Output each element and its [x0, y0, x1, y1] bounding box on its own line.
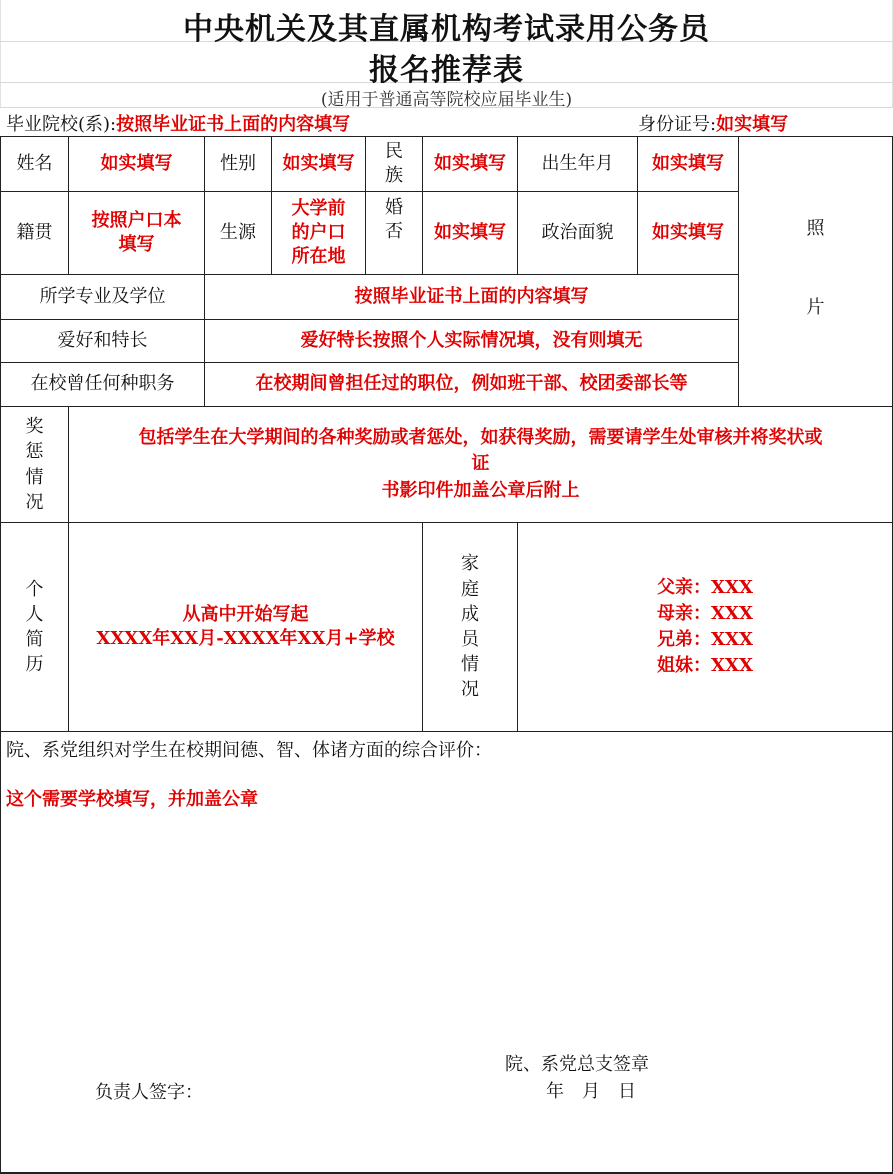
birth-value: 如实填写	[637, 136, 739, 192]
school-label: 毕业院校(系):	[6, 114, 117, 135]
post-label: 在校曾任何种职务	[0, 362, 205, 407]
school-value: 按照毕业证书上面的内容填写	[116, 114, 351, 135]
reward-line-2: 证	[471, 453, 490, 475]
post-value: 在校期间曾担任过的职位，例如班干部、校团委部长等	[204, 362, 739, 407]
family-list	[517, 522, 893, 732]
date-label: 年 月 日	[546, 1081, 636, 1102]
resume-line-2: XXXX年XX月-XXXX年XX月+学校	[96, 628, 395, 649]
married-value: 如实填写	[422, 191, 518, 275]
evaluation-note: 这个需要学校填写，并加盖公章	[6, 789, 258, 810]
applicability-note: (适用于普通高等院校应届毕业生)	[320, 90, 573, 110]
family-label: 家庭成员情况	[422, 522, 518, 732]
hobby-label: 爱好和特长	[0, 319, 205, 363]
family-member-brothers: 兄弟：XXX	[657, 629, 753, 650]
photo-label-top: 照	[806, 218, 825, 239]
married-label: 婚否	[365, 191, 423, 275]
major-value: 按照毕业证书上面的内容填写	[204, 274, 739, 320]
resume-label: 个人简历	[0, 522, 69, 732]
reward-line-1: 包括学生在大学期间的各种奖励或者惩处，如获得奖励，需要请学生处审核并将奖状或	[138, 427, 823, 449]
page-title: 中央机关及其直属机构考试录用公务员	[183, 12, 710, 47]
ethnic-label: 民族	[365, 136, 423, 192]
hobby-value: 爱好特长按照个人实际情况填，没有则填无	[204, 319, 739, 363]
politics-label: 政治面貌	[517, 191, 638, 275]
name-value: 如实填写	[68, 136, 205, 192]
resume-line-1: 从高中开始写起	[182, 603, 309, 625]
family-member-father: 父亲：XXX	[657, 576, 753, 598]
signer-label: 负责人签字：	[95, 1082, 203, 1103]
id-field	[638, 110, 788, 136]
native-value: 按照户口本填写	[68, 191, 205, 275]
family-member-mother: 母亲：XXX	[657, 602, 753, 624]
name-label: 姓名	[0, 136, 69, 192]
page-subtitle-title: 报名推荐表	[369, 53, 524, 88]
gender-value: 如实填写	[271, 136, 366, 192]
source-label: 生源	[204, 191, 272, 275]
native-label: 籍贯	[0, 191, 69, 275]
major-label: 所学专业及学位	[0, 274, 205, 320]
reward-line-3: 书影印件加盖公章后附上	[381, 479, 580, 501]
evaluation-label: 院、系党组织对学生在校期间德、智、体诸方面的综合评价：	[6, 740, 492, 761]
politics-value: 如实填写	[637, 191, 739, 275]
reward-value	[68, 406, 893, 523]
birth-label: 出生年月	[517, 136, 638, 192]
photo-label-bottom: 片	[806, 297, 825, 319]
photo-box	[738, 136, 893, 407]
source-value: 大学前的户口所在地	[271, 191, 366, 275]
school-field	[6, 110, 350, 136]
ethnic-value: 如实填写	[422, 136, 518, 192]
seal-label: 院、系党总支签章	[505, 1054, 649, 1075]
reward-label: 奖惩情况	[0, 406, 69, 523]
gender-label: 性别	[204, 136, 272, 192]
id-value: 如实填写	[716, 114, 789, 135]
id-label: 身份证号:	[638, 114, 717, 135]
resume-value	[68, 522, 423, 732]
family-member-sisters: 姐妹：XXX	[657, 655, 753, 677]
